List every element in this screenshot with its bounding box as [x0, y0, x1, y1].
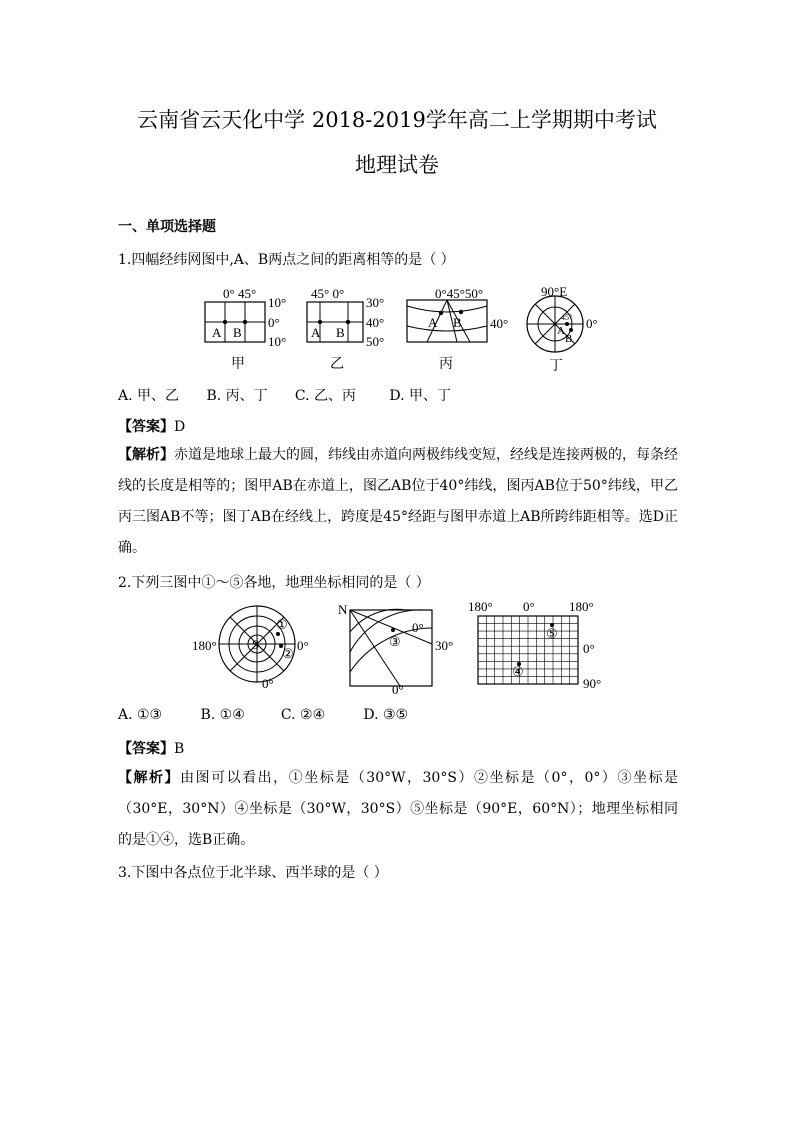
- q2-analysis-tag: 【解析】: [118, 770, 181, 786]
- q2-figures: [190, 598, 610, 694]
- exam-title: 云南省云天化中学 2018-2019学年高二上学期期中考试: [137, 108, 657, 132]
- q2-option-a: A. ①③: [118, 707, 163, 723]
- q2-options: [118, 707, 408, 723]
- yi-label-a: A: [311, 325, 321, 340]
- polar-s: S: [252, 637, 260, 652]
- ding-caption: 丁: [549, 359, 563, 374]
- figure-jia: [205, 286, 286, 372]
- grid-point-5: ⑤: [546, 626, 558, 641]
- q2-option-b: B. ①④: [200, 707, 245, 723]
- q2-stem: 2.下列三图中①～⑤各地，地理坐标相同的是（ ）: [118, 575, 430, 591]
- jia-lat-top: 10°: [268, 295, 287, 310]
- q2-answer-tag: 【答案】: [118, 741, 174, 757]
- q1-option-c: C. 乙、丙: [294, 388, 357, 404]
- q1-answer-tag: 【答案】: [118, 419, 174, 435]
- grid-180-right: 180°: [569, 599, 594, 614]
- yi-lat-top: 30°: [366, 295, 385, 310]
- figure-grid: [468, 599, 601, 691]
- q1-answer-value: D: [174, 419, 186, 435]
- yi-lat-mid: 40°: [366, 315, 385, 330]
- q2-answer-value: B: [174, 741, 185, 757]
- ding-lon: 0°: [586, 316, 598, 331]
- q1-option-a: A. 甲、乙: [118, 388, 180, 404]
- q2-analysis-text: 由图可以看出，①坐标是（30°W，30°S）②坐标是（0°，0°）③坐标是（30°E，30°N）④坐标是（30°W，30°S）⑤坐标是（90°E，60°N）；地理坐标相同的是①④，选B正确。: [118, 770, 678, 848]
- ding-label-a: A: [557, 325, 565, 337]
- yi-label-b: B: [336, 325, 345, 340]
- polar-0-bottom: 0°: [262, 676, 274, 691]
- q2-analysis: [118, 763, 678, 856]
- exam-subtitle: 地理试卷: [355, 153, 439, 177]
- q1-analysis-text: 赤道是地球上最大的圆，纬线由赤道向两极纬线变短，经线是连接两极的，每条经线的长度是相等的；图甲AB在赤道上，图乙AB位于40°纬线，图丙AB位于50°纬线，甲乙丙三图AB不等；图丁AB在经线上，跨度是45°经距与图甲赤道上AB所跨纬距相等。选D正确。: [118, 447, 678, 556]
- bing-lat: 40°: [490, 316, 509, 331]
- polar-0-right: 0°: [297, 638, 309, 653]
- q1-stem: 1.四幅经纬网图中,A、B两点之间的距离相等的是（ ）: [118, 252, 455, 268]
- jia-label-a: A: [212, 325, 222, 340]
- figure-bing: [407, 286, 508, 372]
- grid-180-left: 180°: [468, 599, 493, 614]
- figure-quadrant: [338, 602, 453, 694]
- jia-caption: 甲: [231, 357, 245, 372]
- quadrant-point-3: ③: [389, 634, 401, 649]
- bing-label-a: A: [428, 315, 438, 330]
- q1-options: [118, 385, 451, 405]
- ding-top-label: 90°E: [541, 284, 568, 299]
- q2-option-c: C. ②④: [280, 707, 326, 723]
- q2-option-d: D. ③⑤: [363, 707, 409, 723]
- q1-analysis: [118, 440, 678, 564]
- q1-answer: [118, 416, 185, 436]
- q1-analysis-tag: 【解析】: [118, 447, 174, 463]
- yi-top-label: 45° 0°: [311, 286, 345, 301]
- yi-caption: 乙: [330, 357, 344, 372]
- bing-label-b: B: [453, 315, 462, 330]
- section-heading: 一、单项选择题: [118, 219, 216, 235]
- quadrant-0-top: 0°: [412, 620, 424, 635]
- figure-yi: [307, 286, 384, 372]
- bing-top-label: 0°45°50°: [435, 286, 484, 301]
- grid-0-right: 0°: [583, 641, 595, 656]
- q1-figures: [195, 282, 615, 378]
- q3-stem: 3.下图中各点位于北半球、西半球的是（ ）: [118, 865, 388, 881]
- polar-180: 180°: [192, 638, 217, 653]
- quadrant-n: N: [338, 602, 348, 617]
- grid-90: 90°: [583, 676, 602, 691]
- bing-caption: 丙: [439, 357, 453, 372]
- quadrant-0-bottom: 0°: [392, 682, 404, 694]
- q2-answer: [118, 738, 184, 758]
- ding-angle: 45°: [561, 313, 573, 322]
- jia-top-label: 0° 45°: [223, 286, 257, 301]
- q1-option-d: D. 甲、丁: [389, 388, 451, 404]
- ding-label-b: B: [565, 333, 573, 345]
- polar-point-2: ②: [282, 646, 294, 661]
- jia-label-b: B: [233, 325, 242, 340]
- jia-lat-mid: 0°: [268, 315, 280, 330]
- yi-lat-bottom: 50°: [366, 334, 385, 349]
- polar-point-1: ①: [276, 617, 288, 632]
- jia-lat-bottom: 10°: [268, 334, 287, 349]
- grid-0-top: 0°: [523, 599, 535, 614]
- q1-option-b: B. 丙、丁: [206, 388, 268, 404]
- grid-point-4: ④: [512, 664, 524, 679]
- figure-ding: [527, 284, 598, 374]
- figure-polar: [192, 606, 309, 691]
- quadrant-30: 30°: [435, 638, 454, 653]
